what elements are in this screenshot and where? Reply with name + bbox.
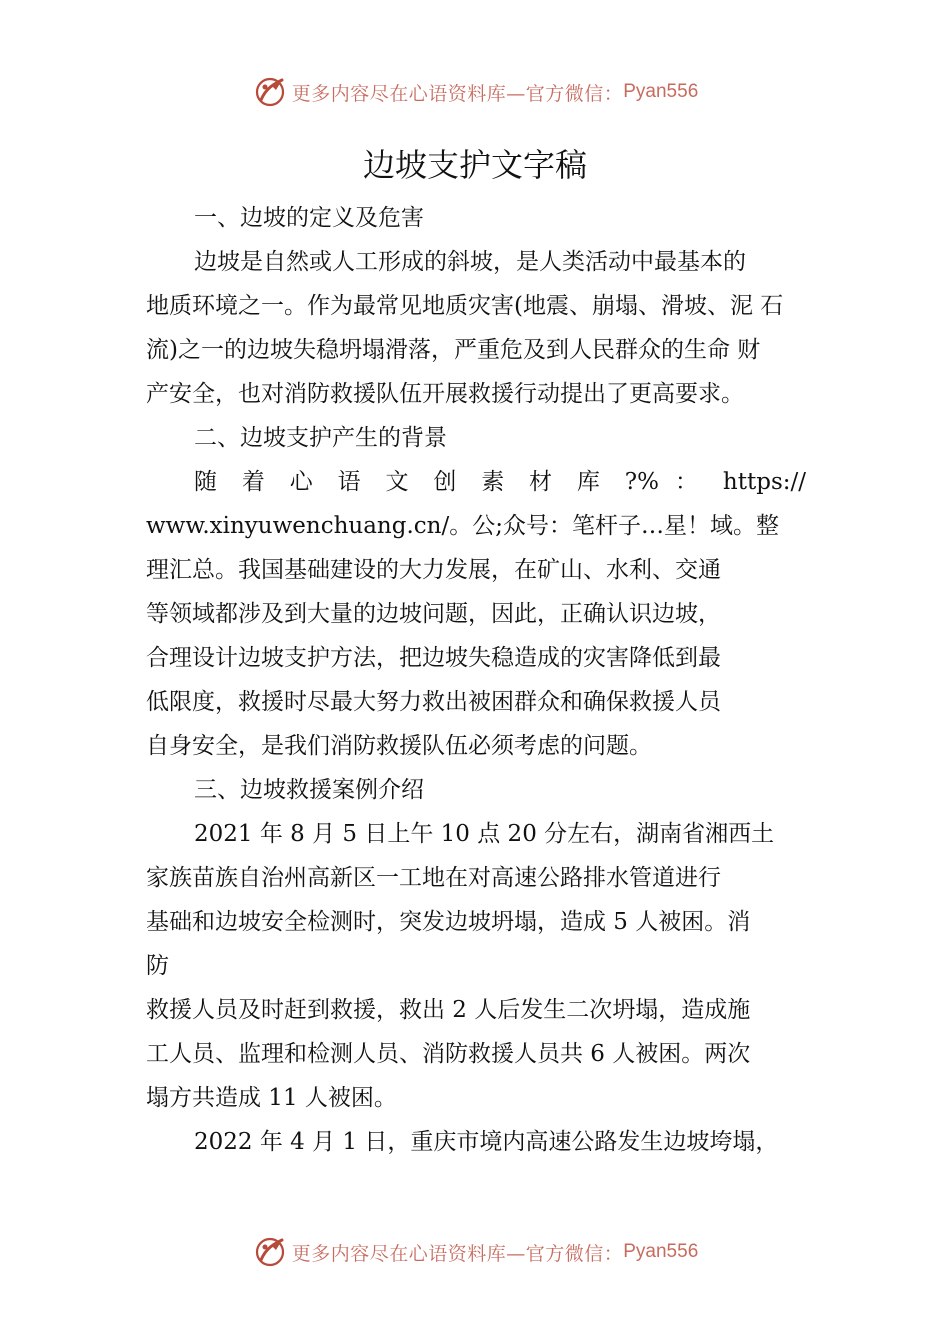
paragraph-line: 低限度，救援时尽最大努力救出被困群众和确保救援人员	[146, 689, 721, 715]
brand-logo-icon	[252, 1234, 288, 1270]
section-heading-1: 一、边坡的定义及危害	[194, 205, 424, 231]
banner-wechat-id: Pyan556	[623, 1241, 699, 1262]
banner-wechat-id: Pyan556	[623, 81, 699, 102]
paragraph-line: 合理设计边坡支护方法，把边坡失稳造成的灾害降低到最	[146, 645, 721, 671]
paragraph-line: 自身安全，是我们消防救援队伍必须考虑的问题。	[146, 733, 652, 759]
brand-logo-icon	[252, 74, 288, 110]
paragraph-line: 家族苗族自治州高新区一工地在对高速公路排水管道进行	[146, 865, 721, 891]
paragraph-line: 塌方共造成 11 人被困。	[146, 1085, 397, 1111]
paragraph-line: 等领域都涉及到大量的边坡问题，因此，正确认识边坡，	[146, 601, 721, 627]
paragraph-line: 地质环境之一。作为最常见地质灾害(地震、崩塌、滑坡、泥 石	[146, 293, 784, 319]
paragraph-line: 2021 年 8 月 5 日上午 10 点 20 分左右，湖南省湘西土	[194, 821, 775, 847]
section-heading-2: 二、边坡支护产生的背景	[194, 425, 447, 451]
document-title: 边坡支护文字稿	[362, 146, 587, 184]
paragraph-line: 2022 年 4 月 1 日，重庆市境内高速公路发生边坡垮塌，	[194, 1129, 779, 1155]
paragraph-line: 随 着 心 语 文 创 素 材 库 ?% ： https://	[194, 469, 806, 495]
banner-text: 更多内容尽在心语资料库—官方微信：	[291, 82, 624, 105]
paragraph-line: 理汇总。我国基础建设的大力发展，在矿山、水利、交通	[146, 557, 721, 583]
header-banner	[0, 72, 950, 112]
paragraph-line: 防	[146, 953, 169, 979]
paragraph-line: 流)之一的边坡失稳坍塌滑落，严重危及到人民群众的生命 财	[146, 337, 761, 363]
document-body	[146, 196, 806, 1164]
banner-text: 更多内容尽在心语资料库—官方微信：	[291, 1242, 624, 1265]
paragraph-line: 工人员、监理和检测人员、消防救援人员共 6 人被困。两次	[146, 1041, 751, 1067]
paragraph-line: 边坡是自然或人工形成的斜坡，是人类活动中最基本的	[194, 249, 746, 275]
footer-banner	[0, 1232, 950, 1272]
paragraph-line: 产安全，也对消防救援队伍开展救援行动提出了更高要求。	[146, 381, 744, 407]
paragraph-line: www.xinyuwenchuang.cn/。公;众号：笔杆子…星！域。整	[146, 513, 779, 539]
section-heading-3: 三、边坡救援案例介绍	[194, 777, 424, 803]
paragraph-line: 救援人员及时赶到救援，救出 2 人后发生二次坍塌，造成施	[146, 997, 751, 1023]
paragraph-line: 基础和边坡安全检测时，突发边坡坍塌，造成 5 人被困。消	[146, 909, 751, 935]
